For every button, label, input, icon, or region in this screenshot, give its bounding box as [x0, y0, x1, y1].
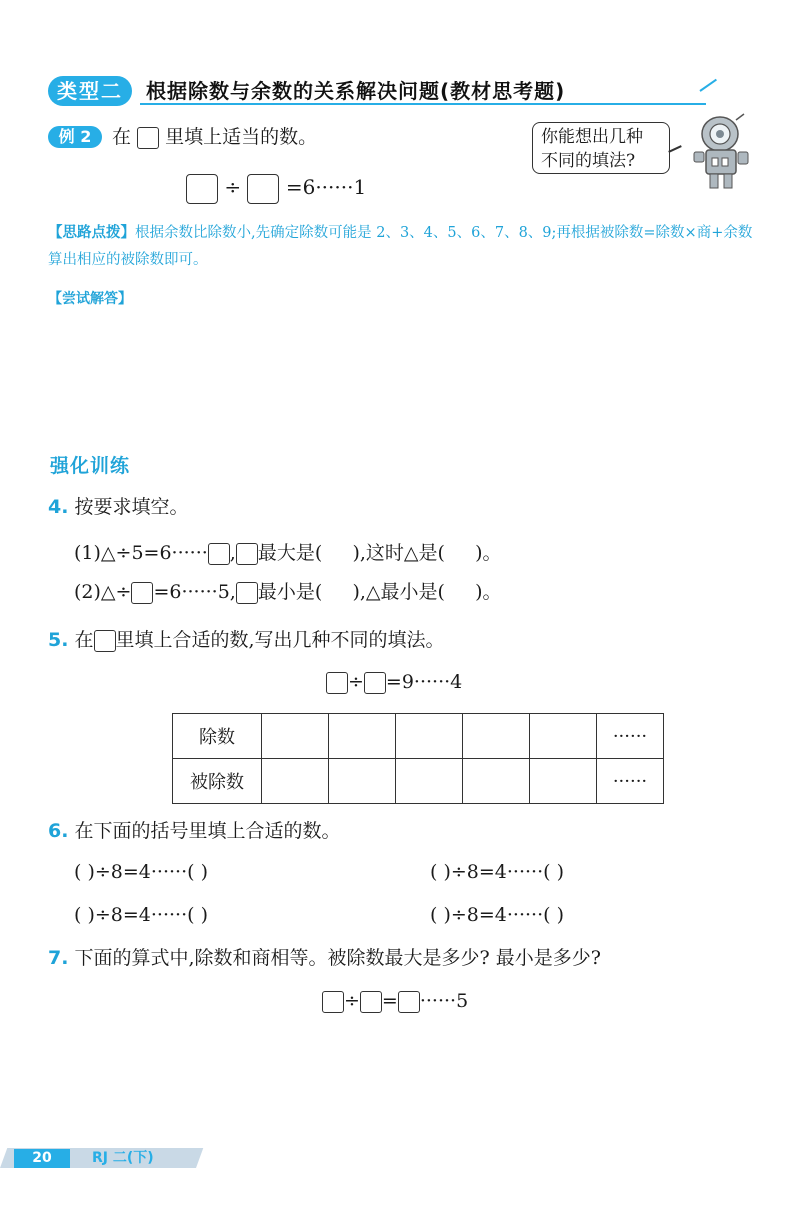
table-cell[interactable]	[530, 759, 597, 804]
header-underline	[140, 103, 706, 105]
dividend-box-q5[interactable]	[326, 672, 348, 694]
question-4: 4. 按要求填空。	[48, 496, 189, 518]
question-5: 5. 在 里填上合适的数,写出几种不同的填法。	[48, 629, 445, 651]
header-underline-tail	[699, 79, 717, 92]
table-header-dividend: 被除数	[173, 759, 262, 804]
robot-icon	[684, 112, 754, 194]
table-cell[interactable]	[463, 759, 530, 804]
table-header-divisor: 除数	[173, 714, 262, 759]
question-7: 7. 下面的算式中,除数和商相等。被除数最大是多少? 最小是多少?	[48, 947, 601, 969]
divisor-box-q5[interactable]	[364, 672, 386, 694]
section-type-badge: 类型二	[48, 76, 132, 106]
divisor-box[interactable]	[247, 174, 279, 204]
table-cell[interactable]	[262, 759, 329, 804]
table-cell[interactable]	[530, 714, 597, 759]
question-5-equation: ÷ =9······4	[326, 667, 462, 697]
question-6-item[interactable]: ( )÷8=4······( )	[74, 861, 208, 883]
table-cell[interactable]	[396, 714, 463, 759]
example-equation: ÷ =6······1	[186, 171, 366, 204]
dividend-box[interactable]	[186, 174, 218, 204]
page-number: 20	[14, 1149, 70, 1168]
table-cell[interactable]	[262, 714, 329, 759]
section-title: 根据除数与余数的关系解决问题(教材思考题)	[146, 79, 566, 103]
speech-bubble-tail	[668, 145, 682, 153]
table-cell[interactable]	[396, 759, 463, 804]
edition-label: RJ 二(下)	[92, 1150, 154, 1166]
question-6-item[interactable]: ( )÷8=4······( )	[430, 904, 564, 926]
table-row	[173, 759, 664, 804]
question-6-item[interactable]: ( )÷8=4······( )	[430, 861, 564, 883]
quotient-box-q7[interactable]	[398, 991, 420, 1013]
table-cell-ellipsis: ······	[597, 714, 664, 759]
practice-title: 强化训练	[50, 455, 131, 477]
question-4-line-1: (1)△÷5=6······ , 最大是( ),这时△是( )。	[74, 542, 502, 564]
question-6-item[interactable]: ( )÷8=4······( )	[74, 904, 208, 926]
table-cell[interactable]	[329, 759, 396, 804]
divisor-box-q7[interactable]	[360, 991, 382, 1013]
table-cell[interactable]	[329, 714, 396, 759]
dividend-box-q7[interactable]	[322, 991, 344, 1013]
question-7-equation: ÷ = ······5	[322, 986, 468, 1016]
table-row	[173, 714, 664, 759]
hint-paragraph: 【思路点拨】根据余数比除数小,先确定除数可能是 2、3、4、5、6、7、8、9;再根据被除数=除数×商+余数算出相应的被除数即可。	[48, 225, 753, 268]
try-answer-label: 【尝试解答】	[48, 291, 132, 307]
blank-box-q5	[94, 630, 116, 652]
answer-table	[172, 713, 664, 804]
question-6: 6. 在下面的括号里填上合适的数。	[48, 820, 341, 842]
divisor-box-q4[interactable]	[131, 582, 153, 604]
question-4-line-2: (2)△÷ =6······5, 最小是( ),△最小是( )。	[74, 581, 502, 603]
divisor-ref-box	[236, 582, 258, 604]
table-cell[interactable]	[463, 714, 530, 759]
example-prompt: 在 里填上适当的数。	[112, 126, 318, 148]
example-badge: 例 2	[48, 126, 102, 148]
table-cell-ellipsis: ······	[597, 759, 664, 804]
remainder-ref-box	[236, 543, 258, 565]
blank-box[interactable]	[137, 127, 159, 149]
speech-bubble: 你能想出几种 不同的填法?	[532, 122, 670, 174]
remainder-box[interactable]	[208, 543, 230, 565]
